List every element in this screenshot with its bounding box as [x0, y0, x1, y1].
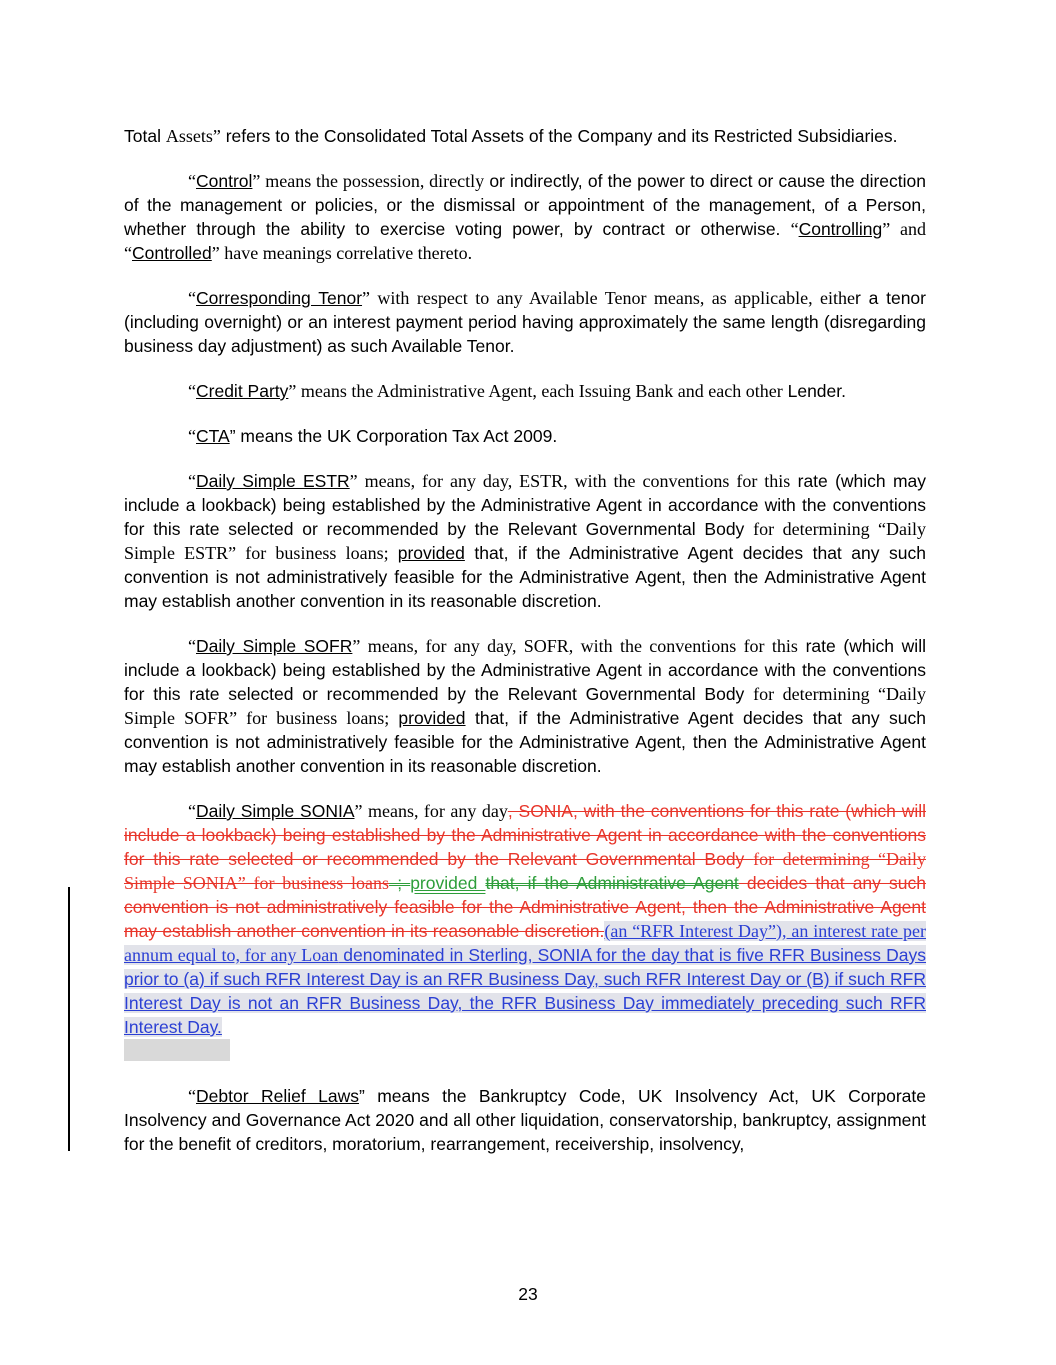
deleted-text: , SONIA, with the conventions for this rate (which will include a lookback) being established by the Administrative Agent in accordance with the conventions for this rate selected or recommended by the Relevant Governmental Body	[124, 801, 926, 869]
defined-term: Daily Simple SONIA	[196, 801, 355, 821]
text: ” means the Bankruptcy Code, UK Insolvency Act, UK Corporate Insolvency and Governance Act 2020 and all other liquidation, conservatorship, bankruptcy, assignment for the benefit of creditors, moratorium, rearrangement, receivership, insolvency,	[124, 1086, 926, 1154]
credit-party-definition	[124, 379, 926, 403]
defined-term: Debtor Relief Laws	[196, 1086, 359, 1106]
quote: “	[188, 171, 196, 191]
text: that, if the Administrative Agent decides that any such convention is not administratively feasible for the Administrative Agent, then the Administrative Agent may establish another convention in its reasonable discretion.	[124, 708, 926, 776]
provided-term: provided	[397, 543, 465, 563]
text: Assets”	[165, 126, 221, 146]
text: r a tenor (including overnight) or an interest payment period having approximately the same length (disregarding business day adjustment) as such Available Tenor.	[124, 288, 926, 356]
page-number: 23	[518, 1284, 538, 1304]
quote: “	[188, 1086, 196, 1106]
corresponding-tenor-definition	[124, 286, 926, 358]
text: ” and “	[124, 219, 927, 263]
daily-simple-estr-definition	[124, 469, 926, 613]
text: ” means, for any day, ESTR, with the conventions for this	[349, 471, 791, 491]
text: rate (which may include a lookback) being established by the Administrative Agent in accordance with the conventions for this rate selected or recommended by the Relevant Governmental Body	[124, 471, 926, 539]
quote: “	[790, 219, 799, 239]
cta-definition	[124, 424, 926, 448]
inserted-text: denominated in Sterling, SONIA for the day that is five RFR Business Days prior to (a) if such RFR Interest Day is an RFR Business Day, such RFR Interest Day or (B) if such RFR Interest Day is not an RFR Business Day, the RFR Business Day immediately preceding such RFR Interest Day.	[124, 945, 927, 1037]
change-bar	[68, 887, 70, 1151]
text: ” with respect to any Available Tenor means, as applicable, eithe	[362, 288, 855, 308]
quote: “	[188, 288, 196, 308]
text: Total	[124, 126, 166, 146]
text: for determining “Daily Simple SOFR” for business loans;	[124, 684, 927, 728]
defined-term: Daily Simple ESTR	[196, 471, 350, 491]
control-definition	[124, 169, 926, 265]
defined-term: Control	[196, 171, 253, 191]
defined-term: Credit Party	[196, 381, 289, 401]
text: ” means, for any day	[354, 801, 508, 821]
text: for determining “Daily Simple ESTR” for business loans;	[124, 519, 927, 563]
text: ” means the possession, directly	[252, 171, 485, 191]
text: or indirectly, of the power to direct or cause the direction of the management or policies, or the dismissal or appointment of the management, of a Person, whether through the ability to exercise voting power, by contract or otherwise.	[124, 171, 926, 239]
text: ” means, for any day, SOFR, with the conventions for this	[352, 636, 798, 656]
defined-term: Controlled	[132, 243, 212, 263]
daily-simple-sonia-definition	[124, 799, 926, 1063]
defined-term: CTA	[196, 426, 230, 446]
defined-term: Daily Simple SOFR	[196, 636, 353, 656]
inserted-text: (an “RFR Interest Day”), an interest rate per annum equal to, for any Loan	[124, 921, 926, 965]
moved-text: provided	[410, 873, 486, 893]
moved-text: ;	[389, 873, 411, 893]
text: ” have meanings correlative thereto.	[211, 243, 473, 263]
quote: “	[188, 636, 196, 656]
deleted-text: decides that any such convention is not administratively feasible for the Administrative Agent, then the Administrative Agent may establish another convention in its reasonable discretion.	[124, 873, 927, 941]
moved-text: that, if the Administrative Agent	[485, 873, 739, 893]
text: rate (which will include a lookback) being established by the Administrative Agent in accordance with the conventions for this rate selected or recommended by the Relevant Governmental Body	[124, 636, 926, 704]
total-assets-paragraph	[124, 124, 926, 148]
text: Lender.	[782, 381, 846, 401]
quote: “	[188, 381, 196, 401]
insertion-highlight	[124, 1039, 230, 1061]
provided-term: provided	[398, 708, 466, 728]
defined-term: Controlling	[798, 219, 883, 239]
quote: “	[188, 426, 196, 446]
text: that, if the Administrative Agent decides that any such convention is not administratively feasible for the Administrative Agent, then the Administrative Agent may establish another convention in its reasonable discretion.	[124, 543, 926, 611]
page-body	[124, 124, 926, 1177]
text: ” means the Administrative Agent, each Issuing Bank and each other	[288, 381, 783, 401]
defined-term: Corresponding Tenor	[196, 288, 363, 308]
quote: “	[188, 801, 196, 821]
deleted-text: for determining “Daily Simple SONIA” for business loans	[124, 849, 927, 893]
debtor-relief-laws-definition	[124, 1084, 926, 1156]
quote: “	[188, 471, 196, 491]
daily-simple-sofr-definition	[124, 634, 926, 778]
text: refers to the Consolidated Total Assets of the Company and its Restricted Subsidiaries.	[220, 126, 898, 146]
text: ” means the UK Corporation Tax Act 2009.	[229, 426, 558, 446]
